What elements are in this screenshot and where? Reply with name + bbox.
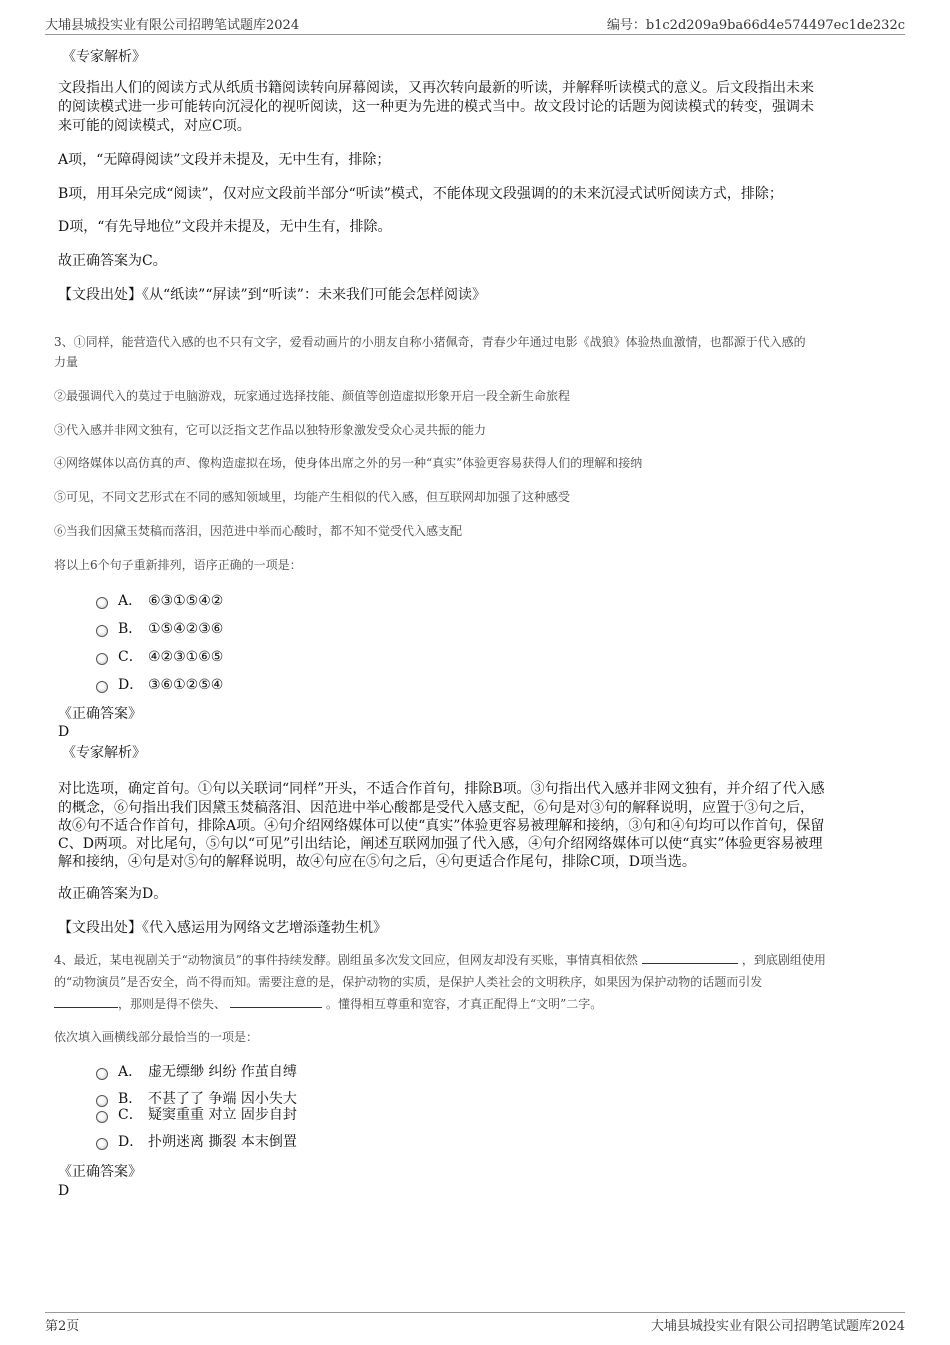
q3-sentence-4: ④网络媒体以高仿真的声、像构造虚拟在场，使身体出席之外的另一种“真实”体验更容易获得人们的理解和接纳 [54,456,643,470]
radio-icon[interactable] [96,625,108,637]
footer-title: 大埔县城投实业有限公司招聘笔试题库2024 [650,1319,905,1334]
q3-sentence-5: ⑤可见，不同文艺形式在不同的感知领域里，均能产生相似的代入感，但互联网却加强了这种感受 [54,490,571,504]
q3-option-c[interactable]: C． ④②③①⑥⑤ [96,648,223,666]
q3-analysis-line-5: 解和接纳，④句是对⑤句的解释说明，故④句应在⑤句之后，④句更适合作尾句，排除C项，D项当选。 [58,854,696,870]
q2-source: 【文段出处】《从“纸读”“屏读”到“听读”：未来我们可能会怎样阅读》 [58,287,486,303]
q4-option-a[interactable]: A． 虚无缥缈 纠纷 作茧自缚 [96,1063,297,1081]
q3-analysis-line-3: 故⑥句不适合作首句，排除A项。④句介绍网络媒体可以使“真实”体验更容易被理解和接纳，③句和④句均可以作首句，保留 [58,818,825,834]
radio-icon[interactable] [96,653,108,665]
q3-analysis-line-1: 对比选项，确定首句。①句以关联词“同样”开头，不适合作首句，排除B项。③句指出代入感并非网文独有，并介绍了代入感 [58,781,825,797]
q4-option-d[interactable]: D． 扑朔迷离 撕裂 本末倒置 [96,1133,297,1151]
q3-stem-line-1: 3、①同样，能营造代入感的也不只有文字，爱看动画片的小朋友自称小猪佩奇，青春少年通过电影《战狼》体验热血激情，也都源于代入感的 [54,335,806,349]
q3-prompt: 将以上6个句子重新排列，语序正确的一项是： [54,558,302,572]
q4-blank-2 [54,995,118,1008]
q4-blank-3 [230,995,322,1008]
page-header [45,14,905,35]
q3-option-a[interactable]: A． ⑥③①⑤④② [96,592,223,610]
q3-sentence-2: ②最强调代入的莫过于电脑游戏，玩家通过选择技能、颜值等创造虚拟形象开启一段全新生命旅程 [54,389,571,403]
q3-sentence-6: ⑥当我们因黛玉焚稿而落泪，因范进中举而心酸时，都不知不觉受代入感支配 [54,524,463,538]
q3-sentence-3: ③代入感并非网文独有，它可以泛指文艺作品以独特形象激发受众心灵共振的能力 [54,423,487,437]
q2-option-b-analysis: B项，用耳朵完成“阅读”，仅对应文段前半部分“听读”模式，不能体现文段强调的的未来沉浸式试听阅读方式，排除； [58,186,783,202]
q4-prompt: 依次填入画横线部分最恰当的一项是： [54,1030,259,1044]
q3-expert-label: 《专家解析》 [62,745,146,761]
q3-stem-line-2: 力量 [54,355,79,369]
page-number: 第2页 [45,1319,80,1334]
q4-option-c[interactable]: C． 疑窦重重 对立 固步自封 [96,1106,297,1124]
q3-option-b[interactable]: B． ①⑤④②③⑥ [96,620,223,638]
q2-option-d-analysis: D项，“有先导地位”文段并未提及，无中生有，排除。 [58,219,392,235]
q3-analysis-line-4: C、D两项。对比尾句，⑤句以“可见”引出结论，阐述互联网加强了代入感，④句介绍网络媒体可以使“真实”体验更容易被理 [58,836,823,852]
q3-answer-label: 《正确答案》 [58,706,142,722]
q3-answer: D [58,724,70,740]
radio-icon[interactable] [96,1111,108,1123]
q3-option-d[interactable]: D． ③⑥①②⑤④ [96,676,223,694]
q2-analysis-line-2: 的阅读模式进一步可能转向沉浸化的视听阅读，这一种更为先进的模式当中。故文段讨论的话题为阅读模式的转变，强调未 [58,99,814,115]
q2-conclusion: 故正确答案为C。 [58,253,167,269]
q2-expert-label: 《专家解析》 [62,49,146,65]
q4-answer: D [58,1183,70,1199]
radio-icon[interactable] [96,1138,108,1150]
q4-stem-line-1: 4、最近，某电视剧关于“动物演员”的事件持续发酵。剧组虽多次发文回应，但网友却没有买账，事情真相依然 ，到底剧组使用 [54,953,826,967]
q3-source: 【文段出处】《代入感运用为网络文艺增添蓬勃生机》 [58,920,387,936]
q2-option-a-analysis: A项，“无障碍阅读”文段并未提及，无中生有，排除； [58,152,391,168]
radio-icon[interactable] [96,681,108,693]
header-title: 大埔县城投实业有限公司招聘笔试题库2024 [45,18,300,33]
q4-stem-line-2: 的“动物演员”是否安全，尚不得而知。需要注意的是，保护动物的实质，是保护人类社会的文明秩序，如果因为保护动物的话题而引发 [54,975,763,989]
q2-analysis-line-3: 来可能的阅读模式，对应C项。 [58,118,251,134]
q4-option-b[interactable]: B． 不甚了了 争端 因小失大 [96,1090,297,1108]
radio-icon[interactable] [96,1068,108,1080]
q4-blank-1 [642,951,738,964]
header-doc-id: 编号：b1c2d209a9ba66d4e574497ec1de232c [606,18,905,33]
q2-analysis-line-1: 文段指出人们的阅读方式从纸质书籍阅读转向屏幕阅读，又再次转向最新的听读，并解释听读模式的意义。后文段指出未来 [58,80,814,96]
page-footer [45,1312,905,1335]
q3-conclusion: 故正确答案为D。 [58,886,168,902]
q3-analysis-line-2: 的概念，⑥句指出我们因黛玉焚稿落泪、因范进中举心酸都是受代入感支配，⑥句是对③句的解释说明，应置于③句之后， [58,800,814,816]
radio-icon[interactable] [96,597,108,609]
q4-stem-line-3: ，那则是得不偿失、 。懂得相互尊重和宽容，才真正配得上“文明”二字。 [54,994,602,1015]
q4-answer-label: 《正确答案》 [58,1164,142,1180]
